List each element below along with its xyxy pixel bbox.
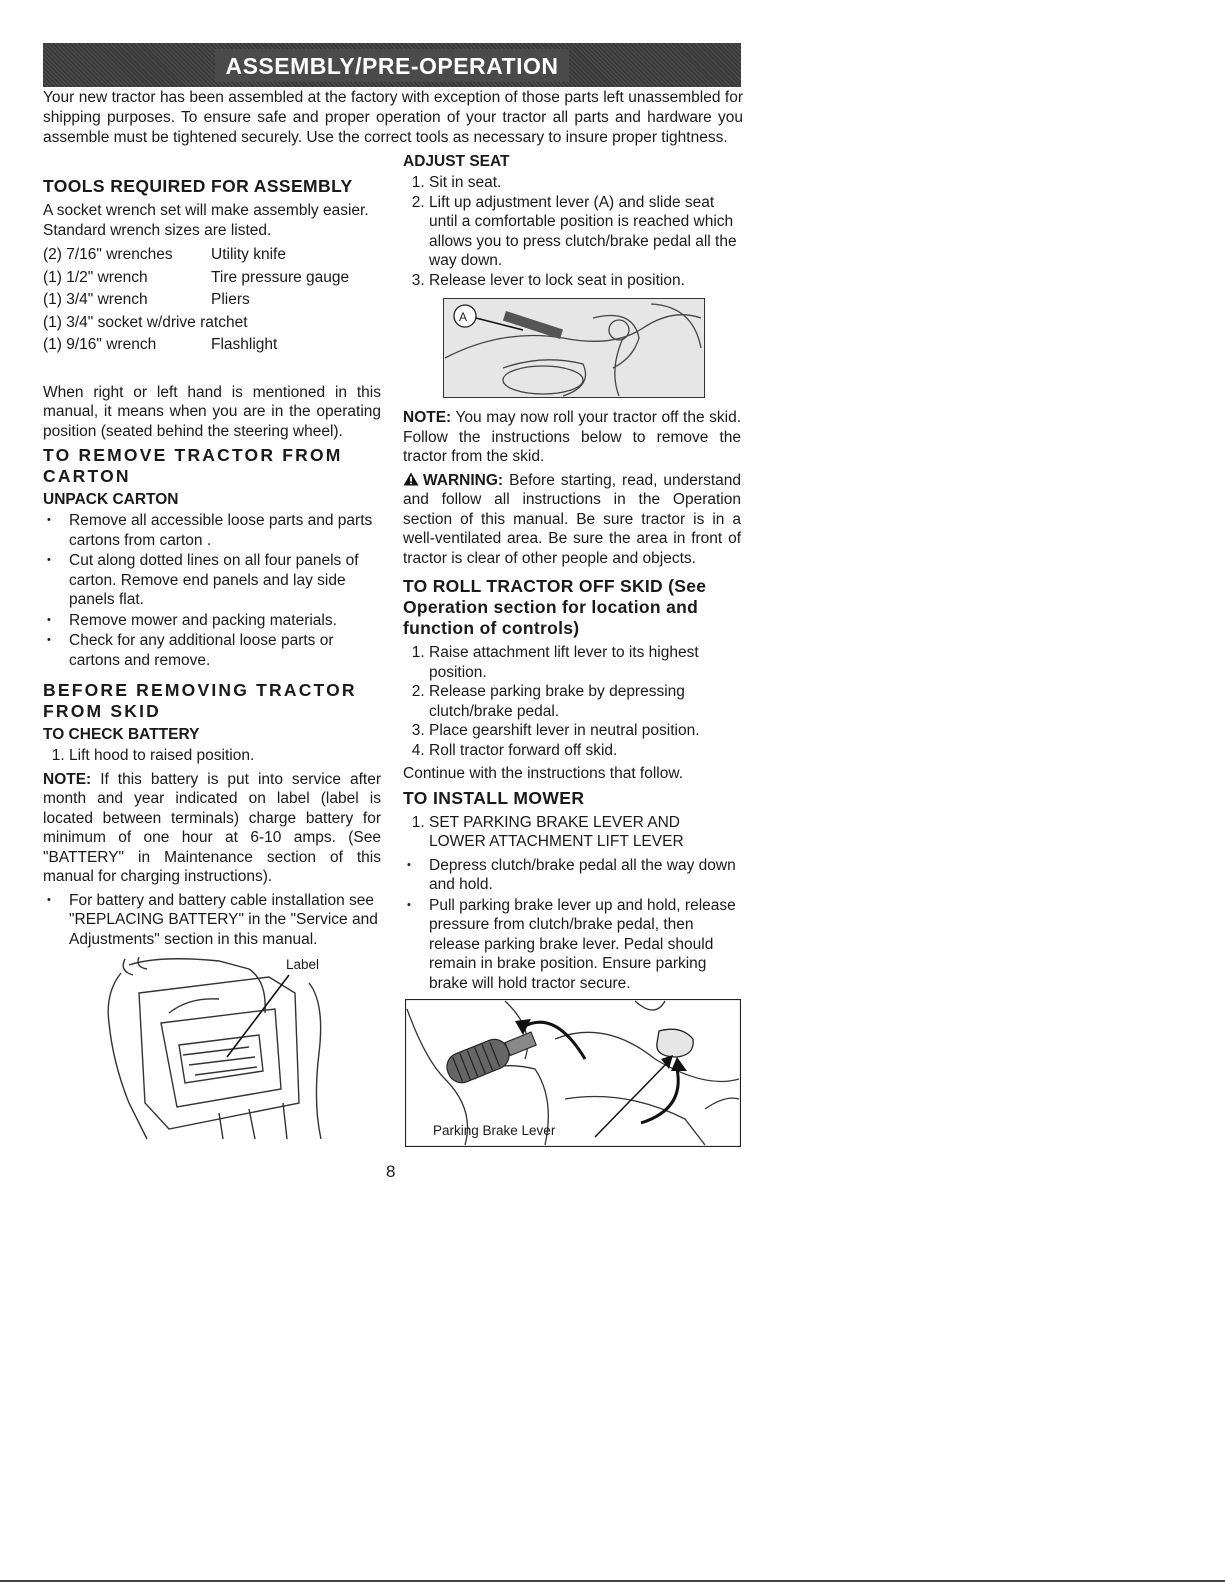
list-item: 1. Raise attachment lift lever to its highest position. [429,643,741,682]
table-row: (1) 1/2" wrench Tire pressure gauge [43,268,350,286]
list-item: 1. Lift hood to raised position. [69,746,381,766]
adjust-seat-heading: ADJUST SEAT [403,153,510,170]
check-battery-steps [43,746,381,766]
list-item: 1. Sit in seat. [429,173,741,193]
list-item: 4. Roll tractor forward off skid. [429,741,741,761]
remove-carton-heading: TO REMOVE TRACTOR FROM CARTON [43,445,343,486]
install-mower-steps [403,813,741,852]
install-mower-heading: TO INSTALL MOWER [403,787,585,808]
unpack-carton-heading: UNPACK CARTON [43,491,179,508]
section-banner [43,43,741,87]
warning-label: WARNING: [423,471,504,489]
list-item: • For battery and battery cable installation see "REPLACING BATTERY" in the "Service and Adjustments" section in this manual. [69,891,381,950]
note-label: NOTE: [403,409,452,426]
warning-triangle-icon [403,472,419,486]
list-item: 3. Place gearshift lever in neutral position. [429,721,741,741]
before-skid-heading: BEFORE REMOVING TRACTOR FROM SKID [43,680,357,721]
list-item: 2. Release parking brake by depressing clutch/brake pedal. [429,682,741,721]
list-item: • Check for any additional loose parts or cartons and remove. [69,631,381,670]
seat-callout-a: A [459,310,468,324]
roll-off-steps [403,643,741,760]
battery-label-callout: Label [286,957,320,972]
note-label: NOTE: [43,770,92,788]
page-number: 8 [386,1162,396,1181]
install-mower-list [403,856,741,994]
table-row: (1) 3/4" socket w/drive ratchet [43,313,248,331]
bottom-rule [0,1580,1225,1582]
seat-figure [443,298,705,398]
intro-paragraph: Your new tractor has been assembled at the factory with exception of those parts left unassembled for shipping purposes. To ensure safe and proper operation of your tractor all parts and hardware you assemble must be tightened securely. Use the correct tools as necessary to insure proper tightness. [43,89,743,146]
list-item: 2. Lift up adjustment lever (A) and slide seat until a comfortable position is reached which allows you to press clutch/brake pedal all the way down. [429,193,741,271]
check-battery-heading: TO CHECK BATTERY [43,726,200,743]
battery-note [43,770,381,887]
tools-text: A socket wrench set will make assembly easier. Standard wrench sizes are listed. [43,202,369,239]
adjust-seat-steps [403,173,741,290]
banner-title: ASSEMBLY/PRE-OPERATION [215,49,568,82]
list-item: • Pull parking brake lever up and hold, release pressure from clutch/brake pedal, then release parking brake lever. Pedal should remain in brake position. Ensure parking brake will hold tractor secure. [429,896,741,994]
battery-figure [99,953,339,1145]
note-text: If this battery is put into service after month and year indicated on label (label is located between terminals) charge battery for minimum of one hour at 6-10 amps. (See "BATTERY" in Maintenance section of this manual for charging instructions). [43,770,381,885]
left-column [43,150,381,1145]
table-row: (1) 9/16" wrench Flashlight [43,336,278,353]
list-item: • Remove all accessible loose parts and parts cartons from carton . [69,511,381,550]
hand-note: When right or left hand is mentioned in this manual, it means when you are in the operating position (seated behind the steering wheel). [43,383,381,440]
right-column [403,150,741,1147]
skid-note [403,408,741,467]
warning-paragraph [403,471,741,569]
table-row: (2) 7/16" wrenches Utility knife [43,246,286,263]
continue-text: Continue with the instructions that follow. [403,765,684,782]
tools-table [43,244,381,357]
roll-off-heading: TO ROLL TRACTOR OFF SKID (See Operation section for location and function of controls) [403,576,707,638]
tools-heading: TOOLS REQUIRED FOR ASSEMBLY [43,176,353,196]
seat-illustration [443,298,705,398]
note-text: You may now roll your tractor off the skid. Follow the instructions below to remove the tractor from the skid. [403,409,741,465]
list-item: 3. Release lever to lock seat in position. [429,271,741,291]
list-item: • Cut along dotted lines on all four panels of carton. Remove end panels and lay side panels flat. [69,551,381,610]
table-row: (1) 3/4" wrench Pliers [43,291,250,308]
battery-illustration [99,953,339,1145]
unpack-carton-list [43,511,381,670]
warning-text: Before starting, read, understand and follow all instructions in the Operation section of this manual. Be sure tractor is in a well-ventilated area. Be sure the area in front of tractor is clear of other people and objects. [403,471,741,567]
parking-brake-figure [405,999,741,1147]
list-item: 1. SET PARKING BRAKE LEVER AND LOWER ATTACHMENT LIFT LEVER [429,813,741,852]
list-item: • Remove mower and packing materials. [69,611,381,631]
parking-brake-callout: Parking Brake Lever [433,1123,556,1138]
list-item: • Depress clutch/brake pedal all the way down and hold. [429,856,741,895]
battery-list [43,891,381,950]
